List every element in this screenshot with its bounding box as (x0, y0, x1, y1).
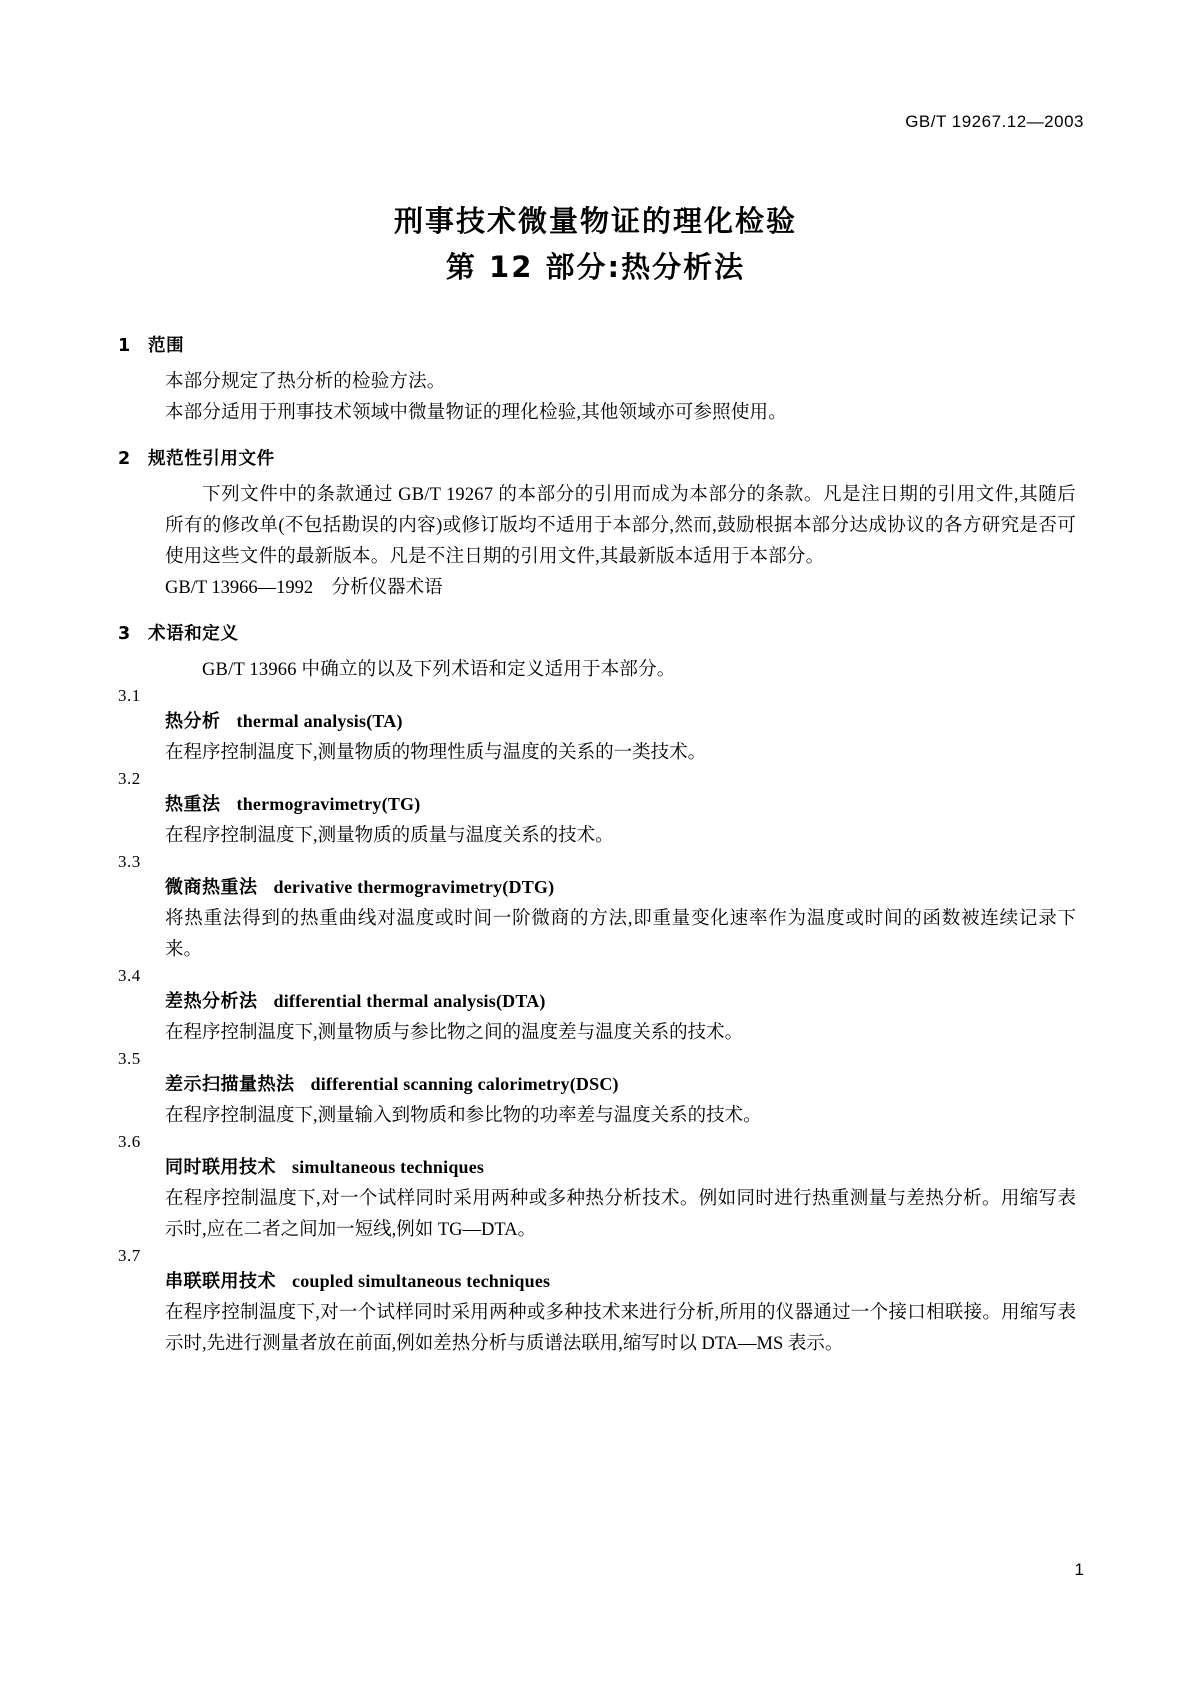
term-definition: 在程序控制温度下,测量物质的物理性质与温度的关系的一类技术。 (165, 743, 707, 763)
title-line-1: 刑事技术微量物证的理化检验 (393, 204, 797, 238)
term-chinese: 微商热重法 (165, 877, 258, 898)
term-chinese: 热分析 (165, 711, 221, 732)
clause-number: 3.3 (118, 852, 141, 871)
section-number-1: 1 (118, 336, 131, 356)
page-number: 1 (1074, 1560, 1084, 1579)
term-english: thermal analysis(TA) (236, 711, 403, 731)
clause-number: 3.1 (118, 686, 141, 705)
term-definition: 在程序控制温度下,测量输入到物质和参比物的功率差与温度关系的技术。 (165, 1106, 762, 1126)
term-entry (118, 706, 1076, 738)
section-3-paragraph-1: GB/T 13966 中确立的以及下列术语和定义适用于本部分。 (202, 660, 676, 680)
term-chinese: 差示扫描量热法 (165, 1074, 295, 1095)
section-1-paragraph-2: 本部分适用于刑事技术领域中微量物证的理化检验,其他领域亦可参照使用。 (165, 403, 787, 423)
section-title-2: 规范性引用文件 (148, 449, 275, 469)
term-chinese: 同时联用技术 (165, 1157, 276, 1178)
term-chinese: 串联联用技术 (165, 1271, 276, 1292)
document-title (0, 198, 1191, 290)
term-entry (118, 872, 1076, 904)
term-english: simultaneous techniques (292, 1157, 485, 1177)
section-number-2: 2 (118, 449, 131, 469)
section-title-1: 范围 (148, 336, 185, 356)
section-heading-2 (118, 445, 1076, 470)
term-chinese: 热重法 (165, 794, 221, 815)
normative-reference-1: GB/T 13966—1992 分析仪器术语 (165, 578, 443, 598)
section-1-paragraph-1: 本部分规定了热分析的检验方法。 (165, 372, 446, 392)
term-english: differential thermal analysis(DTA) (273, 991, 546, 1011)
term-definition: 在程序控制温度下,测量物质与参比物之间的温度差与温度关系的技术。 (165, 1023, 744, 1043)
section-2-paragraph-1: 下列文件中的条款通过 GB/T 19267 的本部分的引用而成为本部分的条款。凡是注日期的引用文件,其随后所有的修改单(不包括勘误的内容)或修订版均不适用于本部分,然而,鼓励根据本部分达成协议的各方研究是否可使用这些文件的最新版本。凡是不注日期的引用文件,其最新版本适用于本部分。 (165, 485, 1076, 567)
term-english: coupled simultaneous techniques (292, 1271, 551, 1291)
clause-number: 3.2 (118, 769, 141, 788)
document-body (118, 332, 1076, 1360)
clause-number: 3.6 (118, 1132, 141, 1151)
clause-number: 3.7 (118, 1246, 141, 1265)
term-definition: 在程序控制温度下,对一个试样同时采用两种或多种热分析技术。例如同时进行热重测量与差热分析。用缩写表示时,应在二者之间加一短线,例如 TG—DTA。 (165, 1189, 1076, 1240)
term-definition: 将热重法得到的热重曲线对温度或时间一阶微商的方法,即重量变化速率作为温度或时间的函数被连续记录下来。 (165, 909, 1076, 960)
clause-number: 3.5 (118, 1049, 141, 1068)
section-title-3: 术语和定义 (148, 624, 239, 644)
term-entry (118, 789, 1076, 821)
standard-number-header: GB/T 19267.12—2003 (905, 112, 1084, 131)
term-entry (118, 1266, 1076, 1298)
term-entry (118, 986, 1076, 1018)
term-english: thermogravimetry(TG) (236, 794, 421, 814)
title-line-2: 第 12 部分:热分析法 (445, 250, 746, 284)
section-heading-3 (118, 620, 1076, 645)
clause-number: 3.4 (118, 966, 141, 985)
term-english: differential scanning calorimetry(DSC) (310, 1074, 619, 1094)
term-entry (118, 1152, 1076, 1184)
section-number-3: 3 (118, 624, 131, 644)
term-definition: 在程序控制温度下,测量物质的质量与温度关系的技术。 (165, 826, 614, 846)
term-english: derivative thermogravimetry(DTG) (273, 877, 555, 897)
term-chinese: 差热分析法 (165, 991, 258, 1012)
section-heading-1 (118, 332, 1076, 357)
term-entry (118, 1069, 1076, 1101)
term-definition: 在程序控制温度下,对一个试样同时采用两种或多种技术来进行分析,所用的仪器通过一个接口相联接。用缩写表示时,先进行测量者放在前面,例如差热分析与质谱法联用,缩写时以 DTA—MS 表示。 (165, 1303, 1076, 1354)
